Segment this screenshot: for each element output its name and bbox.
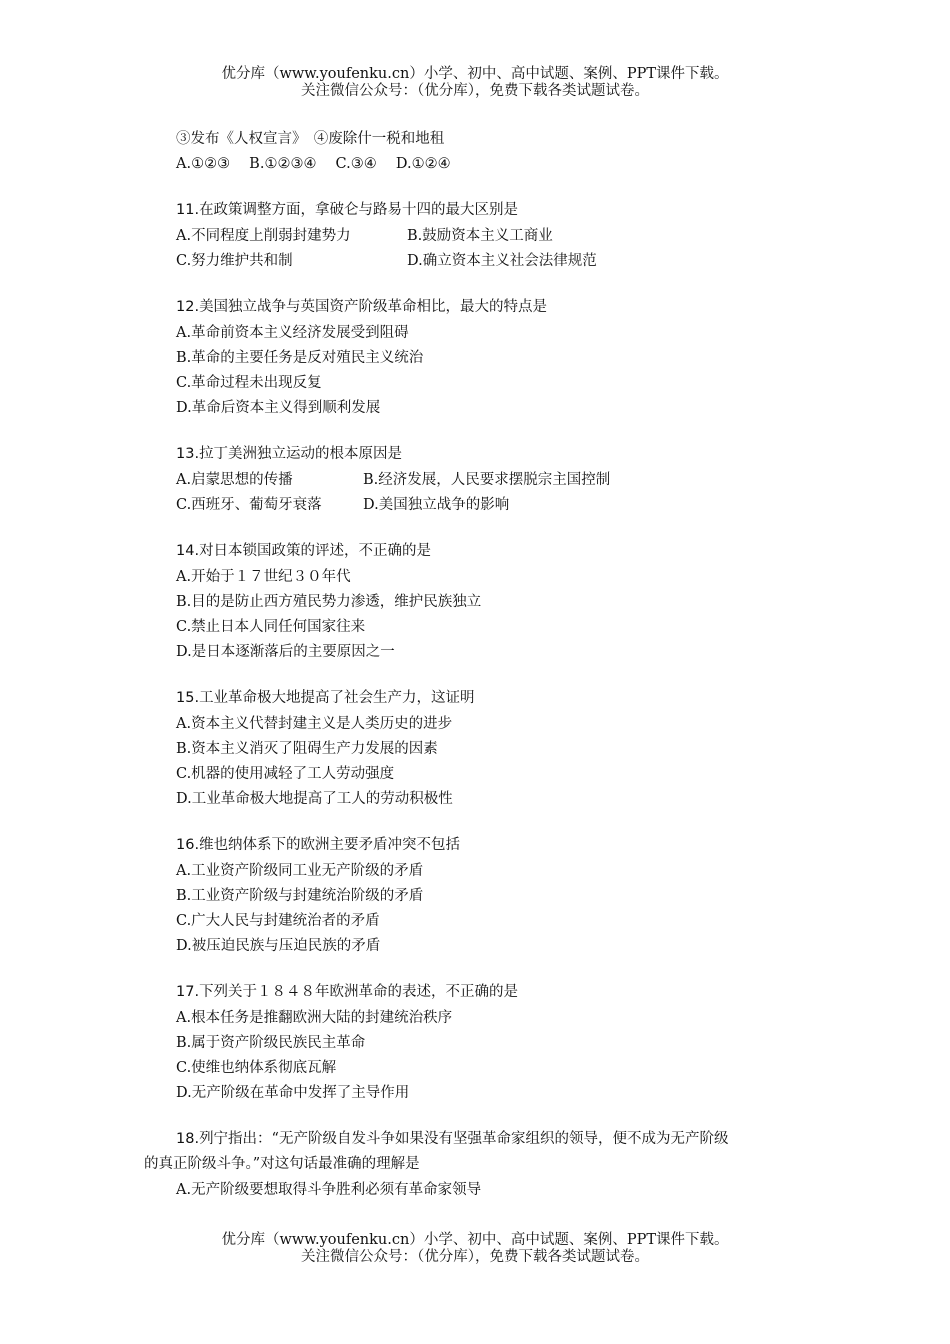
option-d: D.是日本逐渐落后的主要原因之一 <box>176 644 395 660</box>
option-d: D.无产阶级在革命中发挥了主导作用 <box>176 1085 410 1101</box>
option-c: C.广大人民与封建统治者的矛盾 <box>176 913 380 929</box>
question-11 <box>176 201 518 219</box>
option-d: D.被压迫民族与压迫民族的矛盾 <box>176 938 381 954</box>
option-b: B.工业资产阶级与封建统治阶级的矛盾 <box>176 888 424 904</box>
question-number: 12. <box>176 299 200 315</box>
header-line-2: 关注微信公众号：（优分库），免费下载各类试题试卷。 <box>301 83 649 99</box>
question-17 <box>176 983 518 1001</box>
footer-line-2: 关注微信公众号：（优分库），免费下载各类试题试卷。 <box>301 1249 649 1265</box>
question-stem: 列宁指出：“无产阶级自发斗争如果没有坚强革命家组织的领导，便不成为无产阶级 <box>199 1131 729 1147</box>
option-b: B.革命的主要任务是反对殖民主义统治 <box>176 350 424 366</box>
question-12 <box>176 298 547 316</box>
q10-options: A.①②③ B.①②③④ C.③④ D.①②④ <box>176 156 451 172</box>
question-18 <box>176 1130 728 1148</box>
option-b: B.属于资产阶级民族民主革命 <box>176 1035 366 1051</box>
question-number: 13. <box>176 446 200 462</box>
option-d: D.确立资本主义社会法律规范 <box>407 253 597 269</box>
option-a: A.无产阶级要想取得斗争胜利必须有革命家领导 <box>176 1182 482 1198</box>
option-c: C.革命过程未出现反复 <box>176 375 322 391</box>
question-number: 16. <box>176 837 200 853</box>
option-c: C.努力维护共和制 <box>176 253 293 269</box>
option-a: A.启蒙思想的传播 <box>176 472 293 488</box>
question-stem: 美国独立战争与英国资产阶级革命相比，最大的特点是 <box>199 299 548 315</box>
question-stem: 对日本锁国政策的评述，不正确的是 <box>199 543 432 559</box>
option-b: B.资本主义消灭了阻碍生产力发展的因素 <box>176 741 438 757</box>
question-number: 15. <box>176 690 200 706</box>
option-a: A.根本任务是推翻欧洲大陆的封建统治秩序 <box>176 1010 453 1026</box>
question-13 <box>176 445 402 463</box>
option-d: D.工业革命极大地提高了工人的劳动积极性 <box>176 791 453 807</box>
question-number: 11. <box>176 202 200 218</box>
option-a: A.革命前资本主义经济发展受到阻碍 <box>176 325 409 341</box>
question-stem: 工业革命极大地提高了社会生产力，这证明 <box>199 690 475 706</box>
page-header <box>0 66 950 100</box>
page-footer <box>0 1232 950 1266</box>
option-a: A.资本主义代替封建主义是人类历史的进步 <box>176 716 453 732</box>
header-line-1: 优分库（www.youfenku.cn）小学、初中、高中试题、案例、PPT课件下载。 <box>221 66 729 82</box>
option-d: D.美国独立战争的影响 <box>363 497 510 513</box>
option-c: C.禁止日本人同任何国家往来 <box>176 619 366 635</box>
option-b: B.鼓励资本主义工商业 <box>407 228 553 244</box>
option-c: C.西班牙、葡萄牙衰落 <box>176 497 322 513</box>
option-a: A.不同程度上削弱封建势力 <box>176 228 351 244</box>
q10-items: ③发布《人权宣言》 ④废除什一税和地租 <box>176 131 445 147</box>
option-c: C.机器的使用减轻了工人劳动强度 <box>176 766 395 782</box>
question-number: 18. <box>176 1131 200 1147</box>
option-d: D.革命后资本主义得到顺利发展 <box>176 400 381 416</box>
option-c: C.使维也纳体系彻底瓦解 <box>176 1060 337 1076</box>
option-a: A.工业资产阶级同工业无产阶级的矛盾 <box>176 863 424 879</box>
question-14 <box>176 542 431 560</box>
question-stem: 维也纳体系下的欧洲主要矛盾冲突不包括 <box>199 837 461 853</box>
option-a: A.开始于１７世纪３０年代 <box>176 569 351 585</box>
question-number: 14. <box>176 543 200 559</box>
footer-line-1: 优分库（www.youfenku.cn）小学、初中、高中试题、案例、PPT课件下载。 <box>221 1232 729 1248</box>
question-stem: 在政策调整方面，拿破仑与路易十四的最大区别是 <box>199 202 519 218</box>
question-15 <box>176 689 475 707</box>
question-16 <box>176 836 460 854</box>
question-number: 17. <box>176 984 200 1000</box>
question-stem-continuation: 的真正阶级斗争。”对这句话最准确的理解是 <box>144 1156 420 1172</box>
question-stem: 拉丁美洲独立运动的根本原因是 <box>199 446 403 462</box>
question-stem: 下列关于１８４８年欧洲革命的表述，不正确的是 <box>199 984 519 1000</box>
option-b: B.目的是防止西方殖民势力渗透，维护民族独立 <box>176 594 482 610</box>
option-b: B.经济发展，人民要求摆脱宗主国控制 <box>363 472 611 488</box>
